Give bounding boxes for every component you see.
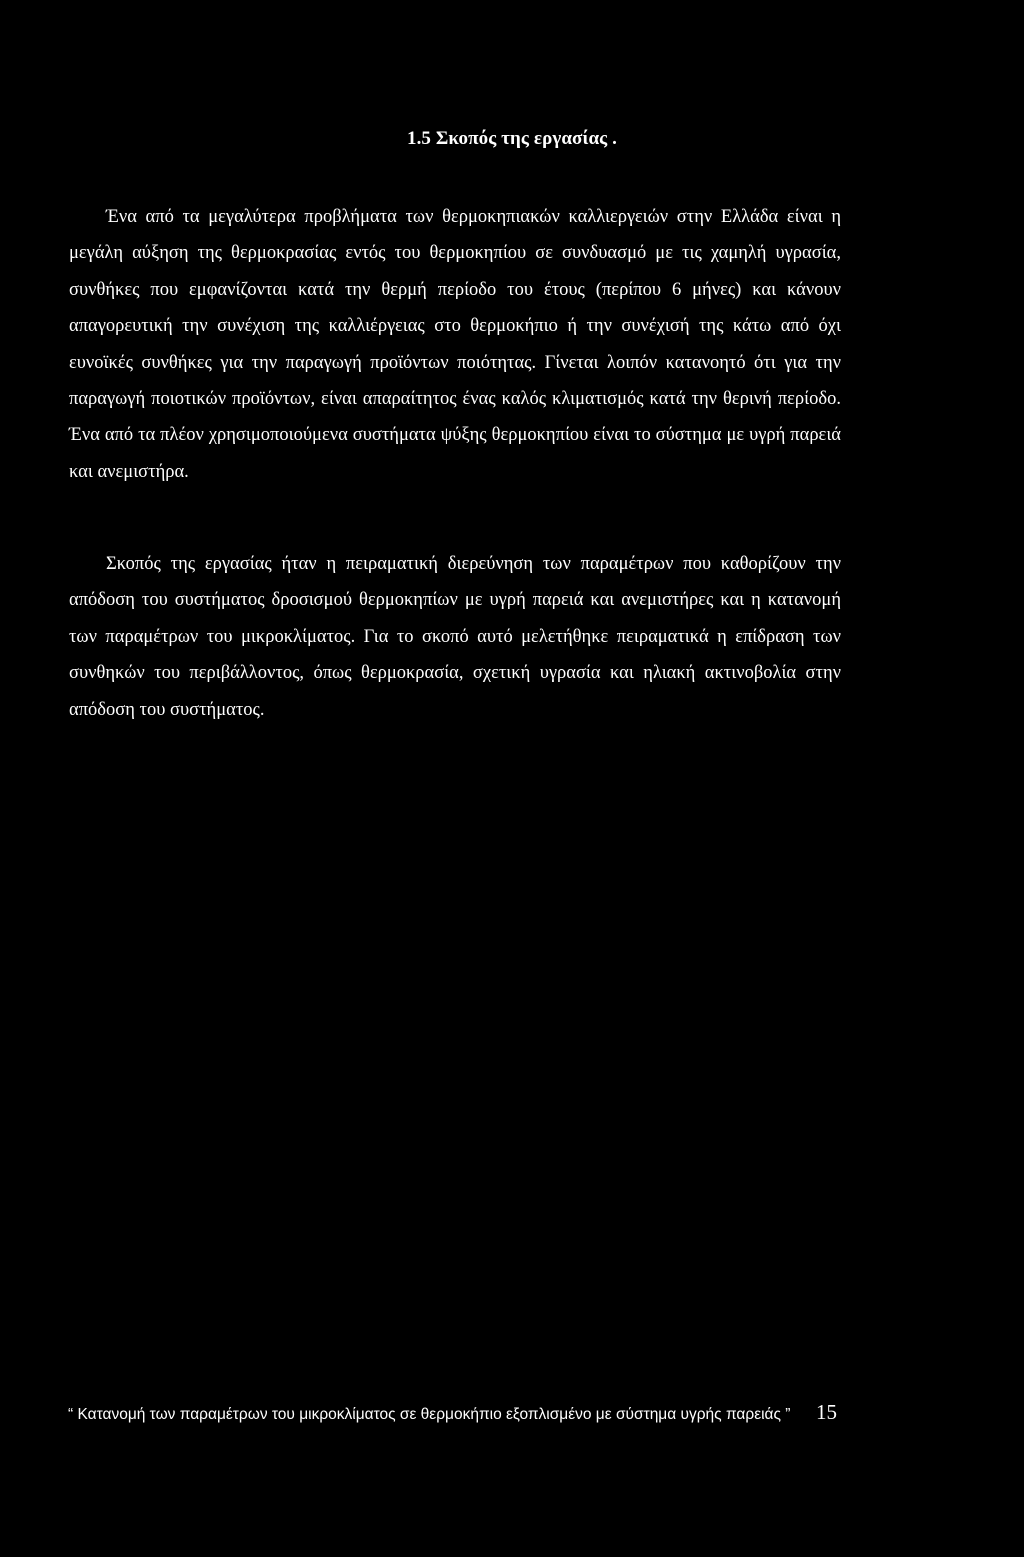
page-number: 15 [816,1400,837,1424]
running-footer: “ Κατανομή των παραμέτρων του μικροκλίματος σε θερμοκήπιο εξοπλισμένο με σύστημα υγρής παρειάς ” [68,1406,791,1423]
paragraph-1: Ένα από τα μεγαλύτερα προβλήματα των θερμοκηπιακών καλλιεργειών στην Ελλάδα είναι η μεγάλη αύξηση της θερμοκρασίας εντός του θερμοκηπίου σε συνδυασμό με τις χαμηλή υγρασία, συνθήκες που εμφανίζονται κατά την θερμή περίοδο του έτους (περίπου 6 μήνες) και κάνουν απαγορευτική την συνέχιση της καλλιέργειας στο θερμοκήπιο ή την συνέχισή της κάτω από όχι ευνοϊκές συνθήκες για την παραγωγή προϊόντων ποιότητας. Γίνεται λοιπόν κατανοητό ότι για την παραγωγή ποιοτικών προϊόντων, είναι απαραίτητος ένας καλός κλιματισμός κατά την θερινή περίοδο. Ένα από τα πλέον χρησιμοποιούμενα συστήματα ψύξης θερμοκηπίου είναι το σύστημα με υγρή παρειά και ανεμιστήρα. [69,207,841,482]
paragraph-2: Σκοπός της εργασίας ήταν η πειραματική διερεύνηση των παραμέτρων που καθορίζουν την απόδοση του συστήματος δροσισμού θερμοκηπίων με υγρή παρειά και ανεμιστήρες και η κατανομή των παραμέτρων του μικροκλίματος. Για το σκοπό αυτό μελετήθηκε πειραματικά η επίδραση των συνθηκών του περιβάλλοντος, όπως θερμοκρασία, σχετική υγρασία και ηλιακή ακτινοβολία στην απόδοση του συστήματος. [69,554,841,720]
section-heading: 1.5 Σκοπός της εργασίας . [406,128,618,149]
